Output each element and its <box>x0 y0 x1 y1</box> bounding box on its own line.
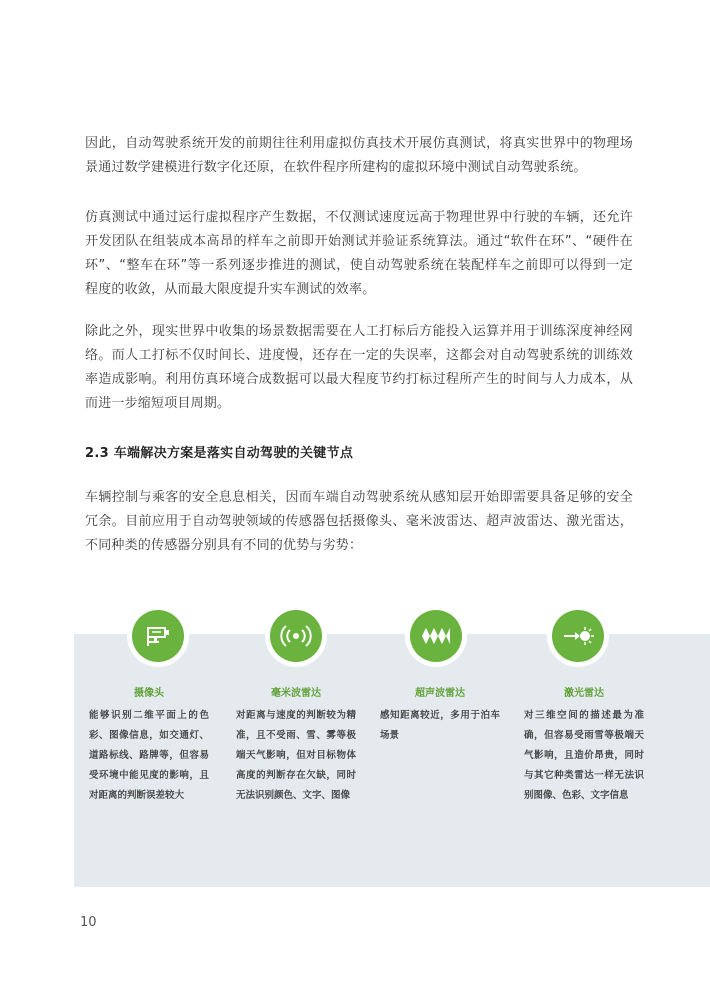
sensor-title: 毫米波雷达 <box>271 688 321 699</box>
paragraph-data-labeling: 除此之外，现实世界中收集的场景数据需要在人工打标后方能投入运算并用于训练深度神经网络。而人工打标不仅时间长、进度慢，还存在一定的失误率，这都会对自动驾驶系统的训练效率造成影响。利用仿真环境合成数据可以最大程度节约打标过程所产生的时间与人力成本，从而进一步缩短项目周期。 <box>85 324 633 411</box>
radar-wave-icon <box>270 610 322 662</box>
sensor-description: 能够识别二维平面上的色彩、图像信息，如交通灯、道路标线、路牌等，但容易受环境中能见度的影响，且对距离的判断误差较大 <box>89 710 209 801</box>
laser-icon <box>552 610 604 662</box>
sensor-title: 超声波雷达 <box>415 688 465 699</box>
page-number: 10 <box>80 915 97 930</box>
sensor-description: 对三维空间的描述最为准确，但容易受雨雪等极端天气影响，且造价昂贵，同时与其它种类雷达一样无法识别图像、色彩、文字信息 <box>524 710 644 801</box>
sensor-title: 激光雷达 <box>564 688 604 699</box>
camera-icon <box>132 610 184 662</box>
ultrasonic-wave-icon <box>410 610 462 662</box>
sensor-description: 感知距离较近，多用于泊车场景 <box>380 710 500 741</box>
paragraph-simulation-intro: 因此，自动驾驶系统开发的前期往往利用虚拟仿真技术开展仿真测试，将真实世界中的物理场景通过数学建模进行数字化还原，在软件程序所建构的虚拟环境中测试自动驾驶系统。 <box>85 136 633 175</box>
section-heading: 2.3 车端解决方案是落实自动驾驶的关键节点 <box>85 446 354 461</box>
sensor-title: 摄像头 <box>134 688 164 699</box>
paragraph-sensor-intro: 车辆控制与乘客的安全息息相关，因而车端自动驾驶系统从感知层开始即需要具备足够的安全冗余。目前应用于自动驾驶领域的传感器包括摄像头、毫米波雷达、超声波雷达、激光雷达，不同种类的传感器分别具有不同的优势与劣势： <box>85 490 633 553</box>
sensor-description: 对距离与速度的判断较为精准，且不受雨、雪、雾等极端天气影响，但对目标物体高度的判断存在欠缺，同时无法识别颜色、文字、图像 <box>236 710 356 801</box>
paragraph-simulation-testing: 仿真测试中通过运行虚拟程序产生数据，不仅测试速度远高于物理世界中行驶的车辆，还允许开发团队在组装成本高昂的样车之前即开始测试并验证系统算法。通过“软件在环”、“硬件在环”、“整车在环”等一系列逐步推进的测试，使自动驾驶系统在装配样车之前即可以得到一定程度的收敛，从而最大限度提升实车测试的效率。 <box>85 210 633 297</box>
